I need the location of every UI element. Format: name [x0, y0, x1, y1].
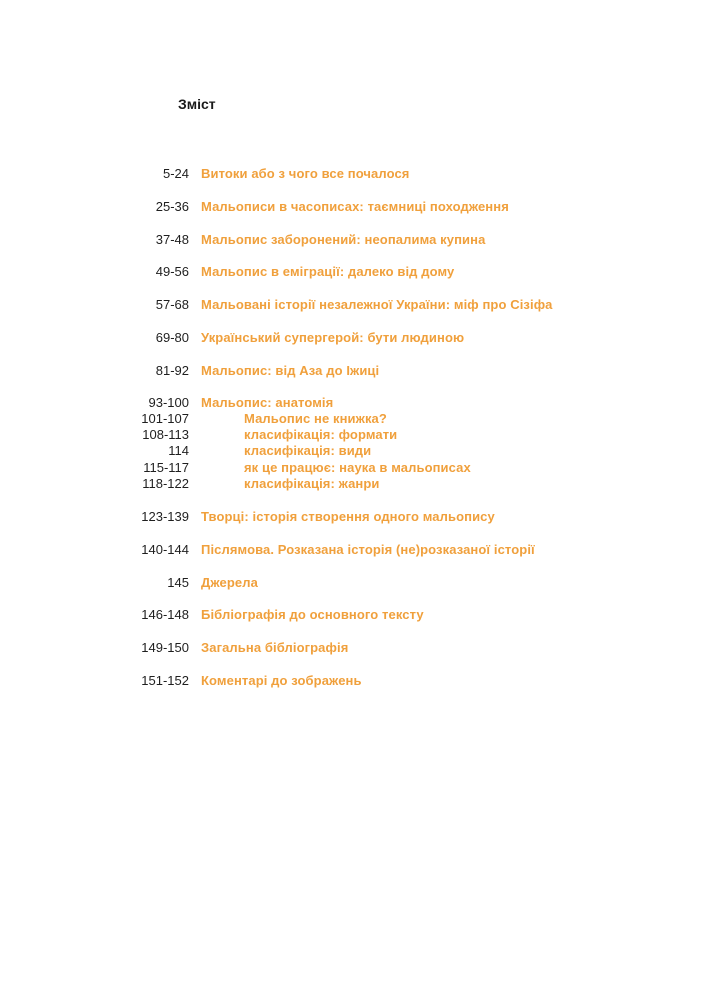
toc-page-range: 118-122 — [142, 476, 189, 491]
toc-page-range: 69-80 — [155, 330, 189, 345]
toc-page-range: 57-68 — [155, 297, 189, 312]
toc-entry-title: Загальна бібліографія — [201, 640, 349, 655]
toc-entry-title: Мальопис заборонений: неопалима купина — [201, 232, 486, 247]
toc-page-range: 140-144 — [141, 542, 189, 557]
toc-subentry-title: класифікація: види — [244, 443, 372, 458]
toc-page-range: 151-152 — [141, 673, 189, 688]
toc-entry-title: Мальопис в еміграції: далеко від дому — [201, 264, 455, 279]
toc-page-range: 123-139 — [141, 509, 189, 524]
toc-page-range: 108-113 — [142, 427, 189, 442]
toc-entry-title: Витоки або з чого все почалося — [201, 166, 410, 181]
toc-entry-title: Коментарі до зображень — [201, 673, 362, 688]
toc-page-range: 93-100 — [148, 395, 189, 410]
toc-page-range: 145 — [167, 575, 189, 590]
toc-entry-title: Мальопис: від Аза до Іжиці — [201, 363, 380, 378]
page-title: Зміст — [178, 96, 216, 112]
toc-entry-title: Мальопис: анатомія — [201, 395, 334, 410]
toc-page-range: 146-148 — [141, 607, 189, 622]
toc-entry-title: Післямова. Розказана історія (не)розказаної історії — [201, 542, 535, 557]
toc-entry-title: Джерела — [201, 575, 258, 590]
toc-entry-title: Мальописи в часописах: таємниці походження — [201, 199, 509, 214]
toc-page-range: 37-48 — [155, 232, 189, 247]
toc-entry-title: Творці: історія створення одного мальопису — [201, 509, 495, 524]
toc-page-range: 149-150 — [141, 640, 189, 655]
toc-subentry-title: класифікація: формати — [244, 427, 398, 442]
toc-page-range: 5-24 — [162, 166, 189, 181]
toc-page-range: 49-56 — [155, 264, 189, 279]
toc-entry-title: Бібліографія до основного тексту — [201, 607, 424, 622]
toc-subentry-title: Мальопис не книжка? — [244, 411, 387, 426]
toc-entry-title: Український супергерой: бути людиною — [201, 330, 465, 345]
toc-entry-title: Мальовані історії незалежної України: міф про Сізіфа — [201, 297, 553, 312]
toc-page-range: 81-92 — [155, 363, 189, 378]
toc-page-range: 114 — [168, 443, 189, 458]
toc-subentry-title: класифікація: жанри — [244, 476, 380, 491]
toc-page-range: 101-107 — [141, 411, 189, 426]
toc-subentry-title: як це працює: наука в мальописах — [244, 460, 471, 475]
toc-page-range: 25-36 — [155, 199, 189, 214]
toc-page-range: 115-117 — [143, 460, 189, 475]
